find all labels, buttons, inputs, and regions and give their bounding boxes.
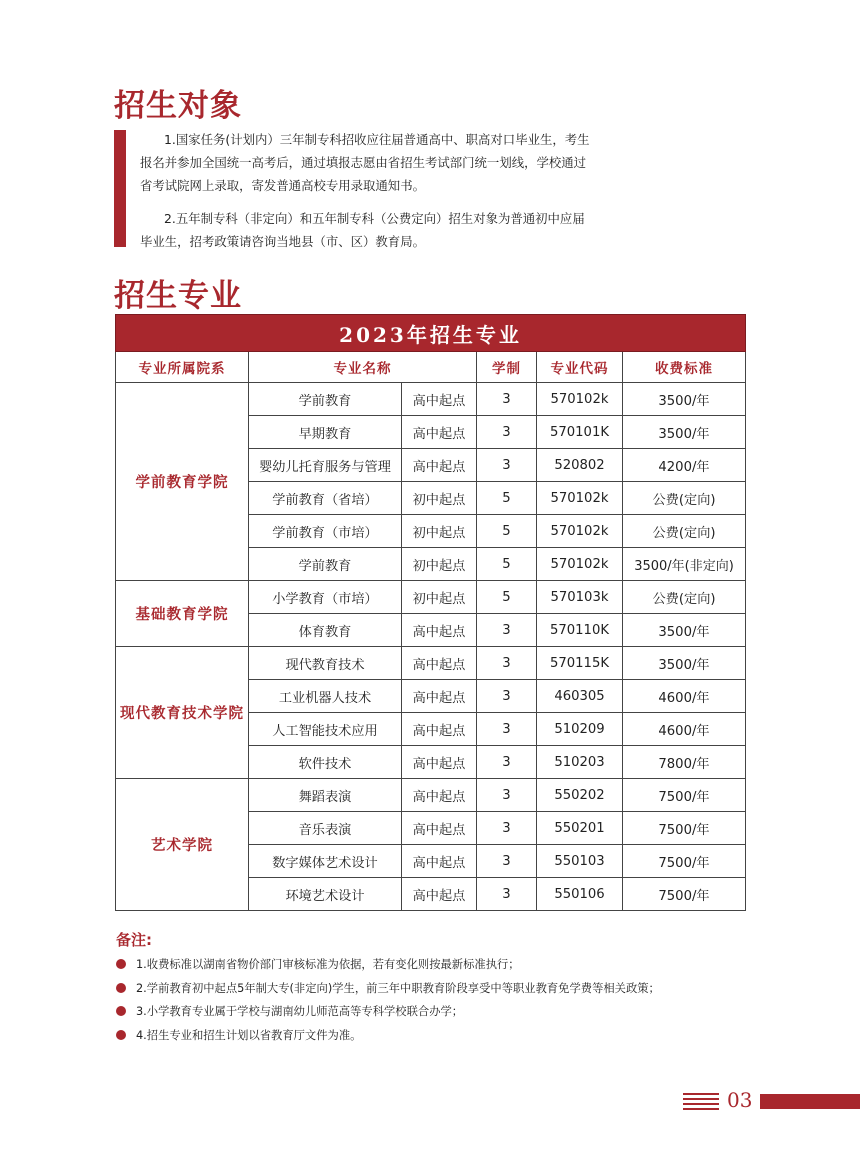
section-title-target: 招生对象	[114, 88, 242, 124]
footer-stripes	[683, 1093, 719, 1113]
note-item	[116, 953, 756, 977]
major-name-cell: 数字媒体艺术设计	[249, 845, 402, 878]
major-name-cell: 人工智能技术应用	[249, 713, 402, 746]
fee-cell: 7500/年	[623, 779, 746, 812]
level-cell: 高中起点	[402, 383, 477, 416]
major-name-cell: 早期教育	[249, 416, 402, 449]
fee-cell: 3500/年	[623, 383, 746, 416]
note-text: 4.招生专业和招生计划以省教育厅文件为准。	[136, 1028, 362, 1042]
years-cell: 3	[477, 878, 537, 911]
fee-cell: 公费(定向)	[623, 482, 746, 515]
level-cell: 高中起点	[402, 614, 477, 647]
level-cell: 高中起点	[402, 416, 477, 449]
major-name-cell: 学前教育	[249, 548, 402, 581]
table-row	[116, 779, 746, 812]
level-cell: 高中起点	[402, 812, 477, 845]
major-name-cell: 小学教育（市培）	[249, 581, 402, 614]
level-cell: 初中起点	[402, 515, 477, 548]
code-cell: 550201	[537, 812, 623, 845]
table-row	[116, 383, 746, 416]
level-cell: 初中起点	[402, 482, 477, 515]
code-cell: 550106	[537, 878, 623, 911]
code-cell: 510209	[537, 713, 623, 746]
major-name-cell: 环境艺术设计	[249, 878, 402, 911]
years-cell: 3	[477, 416, 537, 449]
years-cell: 5	[477, 515, 537, 548]
note-text: 2.学前教育初中起点5年制大专(非定向)学生，前三年中职教育阶段享受中等职业教育免学费等相关政策；	[136, 981, 660, 995]
years-cell: 3	[477, 449, 537, 482]
years-cell: 5	[477, 548, 537, 581]
header-code: 专业代码	[537, 352, 623, 383]
notes-list	[116, 953, 756, 1047]
level-cell: 高中起点	[402, 713, 477, 746]
fee-cell: 3500/年	[623, 614, 746, 647]
major-name-cell: 婴幼儿托育服务与管理	[249, 449, 402, 482]
years-cell: 3	[477, 614, 537, 647]
section-title-majors: 招生专业	[114, 278, 242, 314]
code-cell: 460305	[537, 680, 623, 713]
bullet-icon	[116, 1030, 126, 1040]
years-cell: 3	[477, 713, 537, 746]
fee-cell: 4600/年	[623, 713, 746, 746]
majors-table	[115, 314, 746, 911]
major-name-cell: 现代教育技术	[249, 647, 402, 680]
bullet-icon	[116, 959, 126, 969]
years-cell: 3	[477, 746, 537, 779]
dept-cell: 现代教育技术学院	[116, 647, 249, 779]
code-cell: 570102k	[537, 482, 623, 515]
level-cell: 高中起点	[402, 680, 477, 713]
dept-cell: 基础教育学院	[116, 581, 249, 647]
fee-cell: 7500/年	[623, 878, 746, 911]
code-cell: 550202	[537, 779, 623, 812]
years-cell: 3	[477, 845, 537, 878]
major-name-cell: 工业机器人技术	[249, 680, 402, 713]
page-number: 03	[727, 1088, 753, 1112]
note-item	[116, 1000, 756, 1024]
note-item	[116, 977, 756, 1001]
fee-cell: 7800/年	[623, 746, 746, 779]
years-cell: 3	[477, 383, 537, 416]
fee-cell: 7500/年	[623, 812, 746, 845]
code-cell: 570110K	[537, 614, 623, 647]
code-cell: 570102k	[537, 548, 623, 581]
note-text: 3.小学教育专业属于学校与湖南幼儿师范高等专科学校联合办学；	[136, 1005, 464, 1018]
bullet-icon	[116, 983, 126, 993]
fee-cell: 4600/年	[623, 680, 746, 713]
major-name-cell: 软件技术	[249, 746, 402, 779]
code-cell: 520802	[537, 449, 623, 482]
header-name: 专业名称	[249, 352, 477, 383]
years-cell: 3	[477, 779, 537, 812]
years-cell: 3	[477, 812, 537, 845]
level-cell: 高中起点	[402, 647, 477, 680]
fee-cell: 7500/年	[623, 845, 746, 878]
footer-bar	[760, 1094, 860, 1109]
intro-paragraph-2: 2.五年制专科（非定向）和五年制专科（公费定向）招生对象为普通初中应届毕业生，招考政策请咨询当地县（市、区）教育局。	[140, 211, 585, 249]
major-name-cell: 舞蹈表演	[249, 779, 402, 812]
level-cell: 初中起点	[402, 581, 477, 614]
table-title: 2023年招生专业	[116, 315, 746, 352]
fee-cell: 公费(定向)	[623, 515, 746, 548]
note-item	[116, 1024, 756, 1048]
fee-cell: 4200/年	[623, 449, 746, 482]
level-cell: 高中起点	[402, 746, 477, 779]
years-cell: 5	[477, 482, 537, 515]
dept-cell: 艺术学院	[116, 779, 249, 911]
header-years: 学制	[477, 352, 537, 383]
code-cell: 570101K	[537, 416, 623, 449]
table-row	[116, 581, 746, 614]
years-cell: 3	[477, 680, 537, 713]
intro-paragraph-1: 1.国家任务(计划内）三年制专科招收应往届普通高中、职高对口毕业生，考生报名并参加全国统一高考后，通过填报志愿由省招生考试部门统一划线，学校通过省考试院网上录取，寄发普通高校专用录取通知书。	[140, 132, 590, 193]
code-cell: 570103k	[537, 581, 623, 614]
header-dept: 专业所属院系	[116, 352, 249, 383]
major-name-cell: 学前教育	[249, 383, 402, 416]
code-cell: 510203	[537, 746, 623, 779]
code-cell: 570102k	[537, 515, 623, 548]
level-cell: 高中起点	[402, 845, 477, 878]
level-cell: 高中起点	[402, 779, 477, 812]
years-cell: 3	[477, 647, 537, 680]
bullet-icon	[116, 1006, 126, 1016]
major-name-cell: 学前教育（省培）	[249, 482, 402, 515]
major-name-cell: 体育教育	[249, 614, 402, 647]
major-name-cell: 音乐表演	[249, 812, 402, 845]
code-cell: 570102k	[537, 383, 623, 416]
fee-cell: 3500/年	[623, 416, 746, 449]
major-name-cell: 学前教育（市培）	[249, 515, 402, 548]
dept-cell: 学前教育学院	[116, 383, 249, 581]
level-cell: 初中起点	[402, 548, 477, 581]
intro-block	[114, 128, 594, 263]
table-body	[116, 383, 746, 911]
fee-cell: 3500/年	[623, 647, 746, 680]
level-cell: 高中起点	[402, 449, 477, 482]
level-cell: 高中起点	[402, 878, 477, 911]
code-cell: 550103	[537, 845, 623, 878]
fee-cell: 公费(定向)	[623, 581, 746, 614]
table-row	[116, 647, 746, 680]
notes-title: 备注:	[116, 931, 152, 949]
accent-bar	[114, 130, 126, 247]
note-text: 1.收费标准以湖南省物价部门审核标准为依据，若有变化则按最新标准执行；	[136, 958, 520, 971]
fee-cell: 3500/年(非定向)	[623, 548, 746, 581]
header-fee: 收费标准	[623, 352, 746, 383]
years-cell: 5	[477, 581, 537, 614]
code-cell: 570115K	[537, 647, 623, 680]
